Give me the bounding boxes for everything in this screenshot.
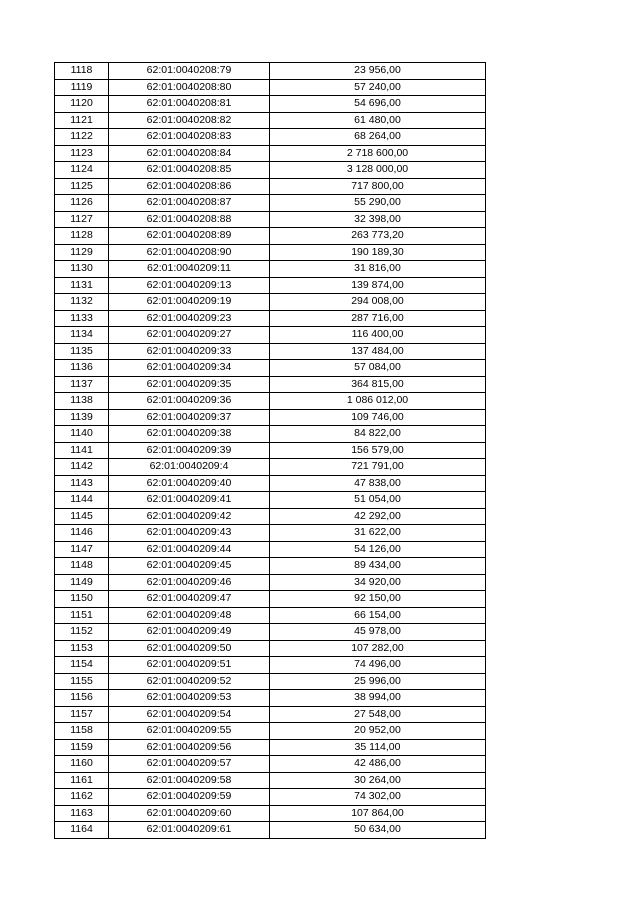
value-cell: 89 434,00	[270, 558, 486, 575]
cadastral-number-cell: 62:01:0040209:51	[109, 657, 270, 674]
row-number-cell: 1119	[55, 79, 109, 96]
table-row	[55, 112, 486, 129]
row-number-cell: 1126	[55, 195, 109, 212]
value-cell: 31 622,00	[270, 525, 486, 542]
cadastral-number-cell: 62:01:0040209:35	[109, 376, 270, 393]
value-cell: 107 282,00	[270, 640, 486, 657]
cadastral-number-cell: 62:01:0040209:50	[109, 640, 270, 657]
value-cell: 42 292,00	[270, 508, 486, 525]
row-number-cell: 1158	[55, 723, 109, 740]
row-number-cell: 1138	[55, 393, 109, 410]
table-row	[55, 756, 486, 773]
value-cell: 31 816,00	[270, 261, 486, 278]
row-number-cell: 1132	[55, 294, 109, 311]
value-cell: 34 920,00	[270, 574, 486, 591]
value-cell: 45 978,00	[270, 624, 486, 641]
table-row	[55, 624, 486, 641]
cadastral-number-cell: 62:01:0040208:85	[109, 162, 270, 179]
value-cell: 139 874,00	[270, 277, 486, 294]
table-row	[55, 96, 486, 113]
cadastral-number-cell: 62:01:0040209:39	[109, 442, 270, 459]
cadastral-number-cell: 62:01:0040209:36	[109, 393, 270, 410]
cadastral-number-cell: 62:01:0040209:42	[109, 508, 270, 525]
cadastral-number-cell: 62:01:0040208:83	[109, 129, 270, 146]
cadastral-number-cell: 62:01:0040208:82	[109, 112, 270, 129]
cadastral-number-cell: 62:01:0040209:27	[109, 327, 270, 344]
cadastral-number-cell: 62:01:0040209:57	[109, 756, 270, 773]
table-row	[55, 261, 486, 278]
table-row	[55, 657, 486, 674]
value-cell: 57 084,00	[270, 360, 486, 377]
value-cell: 109 746,00	[270, 409, 486, 426]
table-row	[55, 442, 486, 459]
cadastral-number-cell: 62:01:0040208:87	[109, 195, 270, 212]
table-row	[55, 343, 486, 360]
table-row	[55, 426, 486, 443]
row-number-cell: 1120	[55, 96, 109, 113]
row-number-cell: 1145	[55, 508, 109, 525]
table-row	[55, 79, 486, 96]
table-row	[55, 772, 486, 789]
row-number-cell: 1157	[55, 706, 109, 723]
table-row	[55, 591, 486, 608]
row-number-cell: 1161	[55, 772, 109, 789]
row-number-cell: 1143	[55, 475, 109, 492]
row-number-cell: 1149	[55, 574, 109, 591]
row-number-cell: 1147	[55, 541, 109, 558]
value-cell: 55 290,00	[270, 195, 486, 212]
value-cell: 66 154,00	[270, 607, 486, 624]
table-row	[55, 492, 486, 509]
row-number-cell: 1141	[55, 442, 109, 459]
table-row	[55, 558, 486, 575]
row-number-cell: 1124	[55, 162, 109, 179]
cadastral-number-cell: 62:01:0040208:89	[109, 228, 270, 245]
table-row	[55, 277, 486, 294]
cadastral-number-cell: 62:01:0040209:13	[109, 277, 270, 294]
value-cell: 54 126,00	[270, 541, 486, 558]
cadastral-number-cell: 62:01:0040209:45	[109, 558, 270, 575]
table-body	[55, 63, 486, 839]
row-number-cell: 1142	[55, 459, 109, 476]
cadastral-number-cell: 62:01:0040209:53	[109, 690, 270, 707]
value-cell: 84 822,00	[270, 426, 486, 443]
table-row	[55, 145, 486, 162]
value-cell: 54 696,00	[270, 96, 486, 113]
value-cell: 156 579,00	[270, 442, 486, 459]
value-cell: 23 956,00	[270, 63, 486, 80]
row-number-cell: 1146	[55, 525, 109, 542]
value-cell: 30 264,00	[270, 772, 486, 789]
value-cell: 74 302,00	[270, 789, 486, 806]
row-number-cell: 1162	[55, 789, 109, 806]
table-row	[55, 805, 486, 822]
value-cell: 42 486,00	[270, 756, 486, 773]
row-number-cell: 1129	[55, 244, 109, 261]
cadastral-number-cell: 62:01:0040209:46	[109, 574, 270, 591]
table-row	[55, 376, 486, 393]
value-cell: 20 952,00	[270, 723, 486, 740]
value-cell: 294 008,00	[270, 294, 486, 311]
value-cell: 190 189,30	[270, 244, 486, 261]
value-cell: 107 864,00	[270, 805, 486, 822]
cadastral-number-cell: 62:01:0040209:55	[109, 723, 270, 740]
value-cell: 92 150,00	[270, 591, 486, 608]
row-number-cell: 1118	[55, 63, 109, 80]
table-row	[55, 459, 486, 476]
cadastral-number-cell: 62:01:0040208:80	[109, 79, 270, 96]
table-row	[55, 789, 486, 806]
row-number-cell: 1148	[55, 558, 109, 575]
row-number-cell: 1154	[55, 657, 109, 674]
row-number-cell: 1121	[55, 112, 109, 129]
row-number-cell: 1164	[55, 822, 109, 839]
table-row	[55, 690, 486, 707]
row-number-cell: 1151	[55, 607, 109, 624]
table-row	[55, 393, 486, 410]
row-number-cell: 1163	[55, 805, 109, 822]
cadastral-number-cell: 62:01:0040209:52	[109, 673, 270, 690]
cadastral-number-cell: 62:01:0040209:54	[109, 706, 270, 723]
cadastral-number-cell: 62:01:0040209:44	[109, 541, 270, 558]
table-row	[55, 178, 486, 195]
value-cell: 32 398,00	[270, 211, 486, 228]
cadastral-number-cell: 62:01:0040209:19	[109, 294, 270, 311]
row-number-cell: 1140	[55, 426, 109, 443]
table-row	[55, 525, 486, 542]
value-cell: 74 496,00	[270, 657, 486, 674]
cadastral-number-cell: 62:01:0040209:11	[109, 261, 270, 278]
table-row	[55, 640, 486, 657]
value-cell: 50 634,00	[270, 822, 486, 839]
row-number-cell: 1159	[55, 739, 109, 756]
value-cell: 68 264,00	[270, 129, 486, 146]
value-cell: 263 773,20	[270, 228, 486, 245]
row-number-cell: 1153	[55, 640, 109, 657]
value-cell: 2 718 600,00	[270, 145, 486, 162]
value-cell: 287 716,00	[270, 310, 486, 327]
value-cell: 38 994,00	[270, 690, 486, 707]
cadastral-number-cell: 62:01:0040209:56	[109, 739, 270, 756]
row-number-cell: 1139	[55, 409, 109, 426]
value-cell: 27 548,00	[270, 706, 486, 723]
row-number-cell: 1152	[55, 624, 109, 641]
cadastral-number-cell: 62:01:0040209:40	[109, 475, 270, 492]
row-number-cell: 1130	[55, 261, 109, 278]
row-number-cell: 1155	[55, 673, 109, 690]
cadastral-number-cell: 62:01:0040209:23	[109, 310, 270, 327]
cadastral-number-cell: 62:01:0040209:37	[109, 409, 270, 426]
row-number-cell: 1128	[55, 228, 109, 245]
value-cell: 116 400,00	[270, 327, 486, 344]
table-row	[55, 723, 486, 740]
cadastral-number-cell: 62:01:0040209:48	[109, 607, 270, 624]
row-number-cell: 1122	[55, 129, 109, 146]
cadastral-number-cell: 62:01:0040208:79	[109, 63, 270, 80]
cadastral-number-cell: 62:01:0040209:59	[109, 789, 270, 806]
cadastral-number-cell: 62:01:0040208:86	[109, 178, 270, 195]
table-row	[55, 409, 486, 426]
row-number-cell: 1136	[55, 360, 109, 377]
table-row	[55, 63, 486, 80]
row-number-cell: 1125	[55, 178, 109, 195]
cadastral-number-cell: 62:01:0040209:38	[109, 426, 270, 443]
table-row	[55, 475, 486, 492]
value-cell: 721 791,00	[270, 459, 486, 476]
cadastral-value-table	[54, 62, 486, 839]
value-cell: 35 114,00	[270, 739, 486, 756]
value-cell: 61 480,00	[270, 112, 486, 129]
value-cell: 1 086 012,00	[270, 393, 486, 410]
table-row	[55, 310, 486, 327]
row-number-cell: 1134	[55, 327, 109, 344]
cadastral-number-cell: 62:01:0040209:49	[109, 624, 270, 641]
table-row	[55, 739, 486, 756]
row-number-cell: 1137	[55, 376, 109, 393]
table-row	[55, 162, 486, 179]
table-row	[55, 195, 486, 212]
table-row	[55, 327, 486, 344]
cadastral-number-cell: 62:01:0040209:43	[109, 525, 270, 542]
row-number-cell: 1144	[55, 492, 109, 509]
table-row	[55, 294, 486, 311]
table-row	[55, 574, 486, 591]
cadastral-number-cell: 62:01:0040209:61	[109, 822, 270, 839]
value-cell: 137 484,00	[270, 343, 486, 360]
cadastral-number-cell: 62:01:0040208:88	[109, 211, 270, 228]
cadastral-number-cell: 62:01:0040209:4	[109, 459, 270, 476]
value-cell: 51 054,00	[270, 492, 486, 509]
cadastral-number-cell: 62:01:0040209:47	[109, 591, 270, 608]
row-number-cell: 1156	[55, 690, 109, 707]
value-cell: 57 240,00	[270, 79, 486, 96]
table-row	[55, 508, 486, 525]
cadastral-number-cell: 62:01:0040208:81	[109, 96, 270, 113]
cadastral-number-cell: 62:01:0040208:84	[109, 145, 270, 162]
table-row	[55, 607, 486, 624]
row-number-cell: 1135	[55, 343, 109, 360]
cadastral-number-cell: 62:01:0040208:90	[109, 244, 270, 261]
cadastral-number-cell: 62:01:0040209:33	[109, 343, 270, 360]
value-cell: 3 128 000,00	[270, 162, 486, 179]
table-row	[55, 129, 486, 146]
row-number-cell: 1127	[55, 211, 109, 228]
table-row	[55, 228, 486, 245]
row-number-cell: 1131	[55, 277, 109, 294]
value-cell: 47 838,00	[270, 475, 486, 492]
table-row	[55, 673, 486, 690]
table-row	[55, 360, 486, 377]
row-number-cell: 1150	[55, 591, 109, 608]
table-row	[55, 706, 486, 723]
value-cell: 25 996,00	[270, 673, 486, 690]
row-number-cell: 1160	[55, 756, 109, 773]
value-cell: 717 800,00	[270, 178, 486, 195]
table-row	[55, 244, 486, 261]
row-number-cell: 1123	[55, 145, 109, 162]
table-row	[55, 211, 486, 228]
cadastral-number-cell: 62:01:0040209:41	[109, 492, 270, 509]
table-row	[55, 822, 486, 839]
cadastral-number-cell: 62:01:0040209:34	[109, 360, 270, 377]
row-number-cell: 1133	[55, 310, 109, 327]
cadastral-number-cell: 62:01:0040209:58	[109, 772, 270, 789]
value-cell: 364 815,00	[270, 376, 486, 393]
cadastral-number-cell: 62:01:0040209:60	[109, 805, 270, 822]
table-row	[55, 541, 486, 558]
